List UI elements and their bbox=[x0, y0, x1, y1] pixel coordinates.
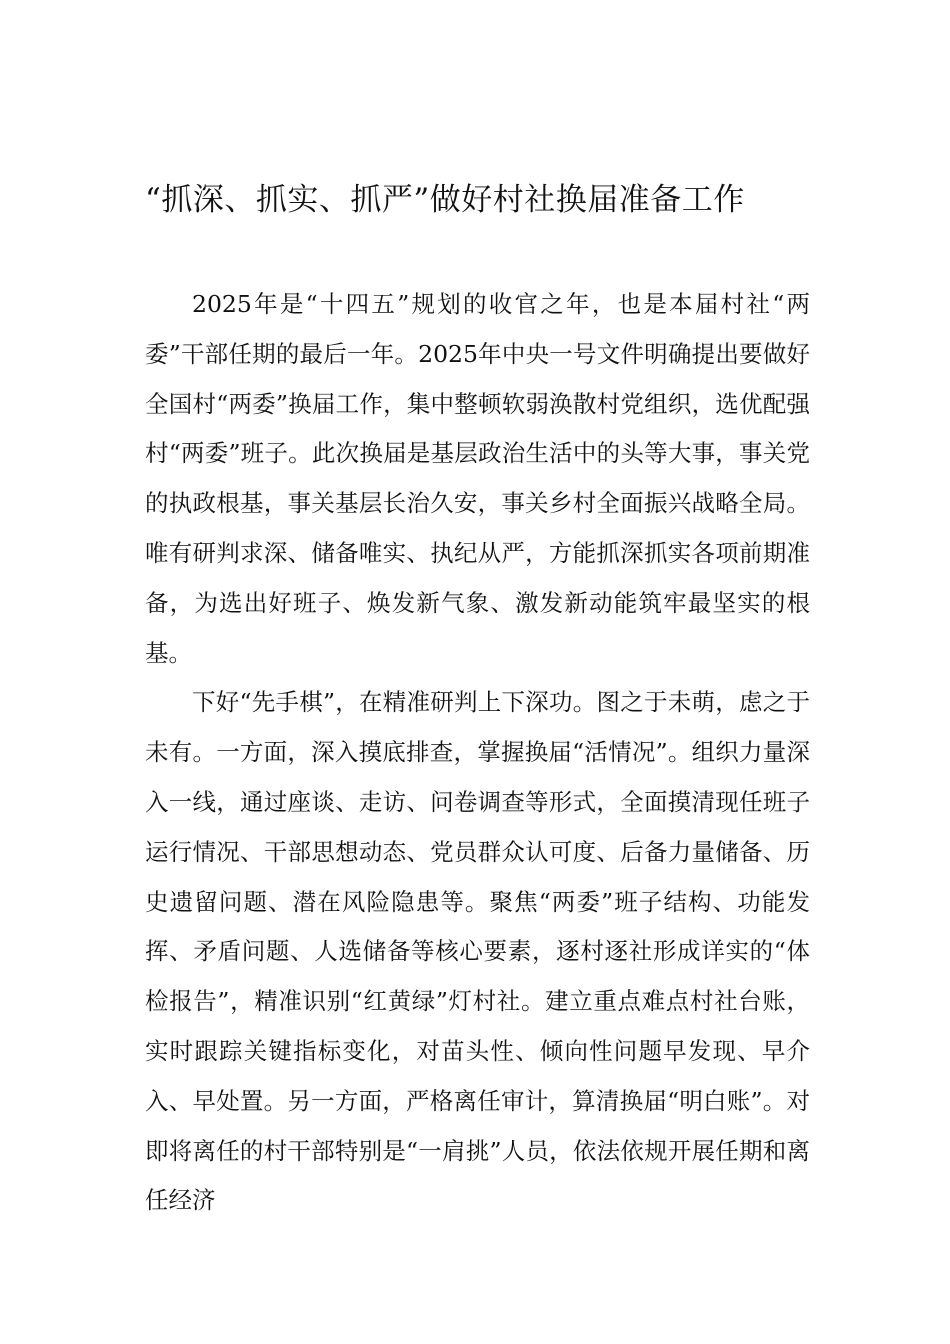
paragraph-research-body: 图之于未萌，虑之于未有。一方面，深入摸底排查，掌握换届“活情况”。组织力量深入一线，通过座谈、走访、问卷调查等形式，全面摸清现任班子运行情况、干部思想动态、党员群众认可度、后备力量储备、历史遗留问题、潜在风险隐患等。聚焦“两委”班子结构、功能发挥、矛盾问题、人选储备等核心要素，逐村逐社形成详实的“体检报告”，精准识别“红黄绿”灯村社。建立重点难点村社台账，实时跟踪关键指标变化，对苗头性、倾向性问题早发现、早介入、早处置。另一方面，严格离任审计，算清换届“明白账”。对即将离任的村干部特别是“一肩挑”人员，依法依规开展任期和离任经济 bbox=[145, 688, 811, 1215]
document-body bbox=[145, 280, 810, 1226]
paragraph-research bbox=[145, 678, 810, 1226]
document-title: “抓深、抓实、抓严”做好村社换届准备工作 bbox=[145, 182, 745, 218]
paragraph-lead-heading: 下好“先手棋”，在精准研判上下深功。 bbox=[192, 688, 597, 717]
paragraph-intro: 2025年是“十四五”规划的收官之年，也是本届村社“两委”干部任期的最后一年。2025年中央一号文件明确提出要做好全国村“两委”换届工作，集中整顿软弱涣散村党组织，选优配强村“两委”班子。此次换届是基层政治生活中的头等大事，事关党的执政根基，事关基层长治久安，事关乡村全面振兴战略全局。唯有研判求深、储备唯实、执纪从严，方能抓深抓实各项前期准备，为选出好班子、焕发新气象、激发新动能筑牢最坚实的根基。 bbox=[145, 290, 810, 667]
